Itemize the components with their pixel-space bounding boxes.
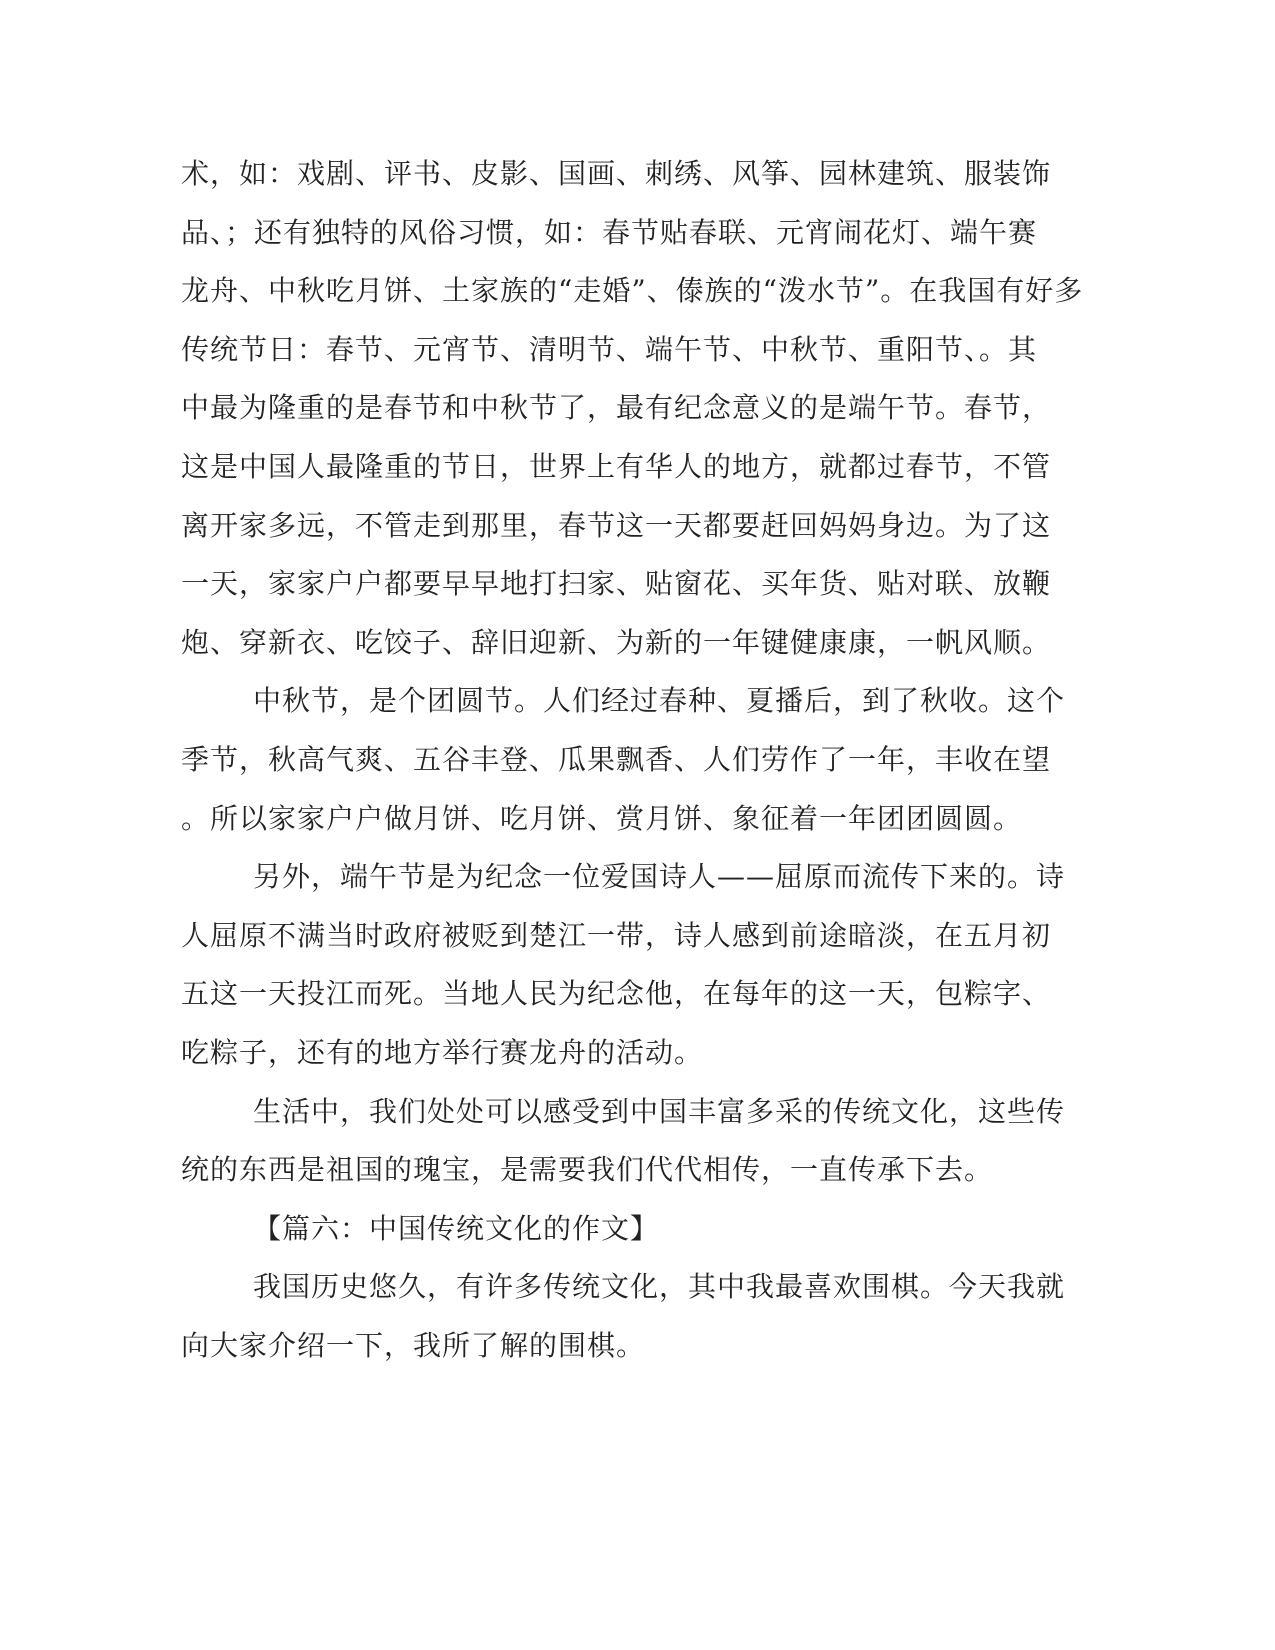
text-line: 生活中，我们处处可以感受到中国丰富多采的传统文化，这些传 [253,1095,1066,1128]
text-line: 统的东西是祖国的瑰宝，是需要我们代代相传，一直传承下去。 [181,1153,994,1186]
text-line: 中秋节，是个团圆节。人们经过春种、夏播后，到了秋收。这个 [253,684,1066,717]
text-line: 另外，端午节是为纪念一位爱国诗人——屈原而流传下来的。诗 [253,860,1066,893]
text-line: 术，如：戏剧、评书、皮影、国画、刺绣、风筝、园林建筑、服装饰 [181,157,1052,190]
text-line: 我国历史悠久，有许多传统文化，其中我最喜欢围棋。今天我就 [253,1270,1066,1303]
text-line: 【篇六：中国传统文化的作文】 [253,1212,660,1245]
text-line: 中最为隆重的是春节和中秋节了，最有纪念意义的是端午节。春节， [181,391,1052,424]
text-line: 炮、穿新衣、吃饺子、辞旧迎新、为新的一年键健康康，一帆风顺。 [181,626,1052,659]
text-line: 这是中国人最隆重的节日，世界上有华人的地方，就都过春节，不管 [181,450,1052,483]
text-line: 季节，秋高气爽、五谷丰登、瓜果飘香、人们劳作了一年，丰收在望 [181,743,1052,776]
text-line: 人屈原不满当时政府被贬到楚江一带，诗人感到前途暗淡，在五月初 [181,919,1052,952]
text-line: 品、；还有独特的风俗习惯，如：春节贴春联、元宵闹花灯、端午赛 [181,216,1038,249]
text-line: 龙舟、中秋吃月饼、土家族的“走婚”、傣族的“泼水节”。在我国有好多 [181,274,1084,307]
text-line: 向大家介绍一下，我所了解的围棋。 [181,1329,646,1362]
text-line: 一天，家家户户都要早早地打扫家、贴窗花、买年货、贴对联、放鞭 [181,567,1052,600]
text-line: 吃粽子，还有的地方举行赛龙舟的活动。 [181,1036,704,1069]
text-line: 离开家多远，不管走到那里，春节这一天都要赶回妈妈身边。为了这 [181,509,1052,542]
text-line: 五这一天投江而死。当地人民为纪念他，在每年的这一天，包粽字、 [181,977,1052,1010]
text-line: 传统节日：春节、元宵节、清明节、端午节、中秋节、重阳节、。其 [181,333,1038,366]
text-line: 。所以家家户户做月饼、吃月饼、赏月饼、象征着一年团团圆圆。 [181,802,1023,835]
